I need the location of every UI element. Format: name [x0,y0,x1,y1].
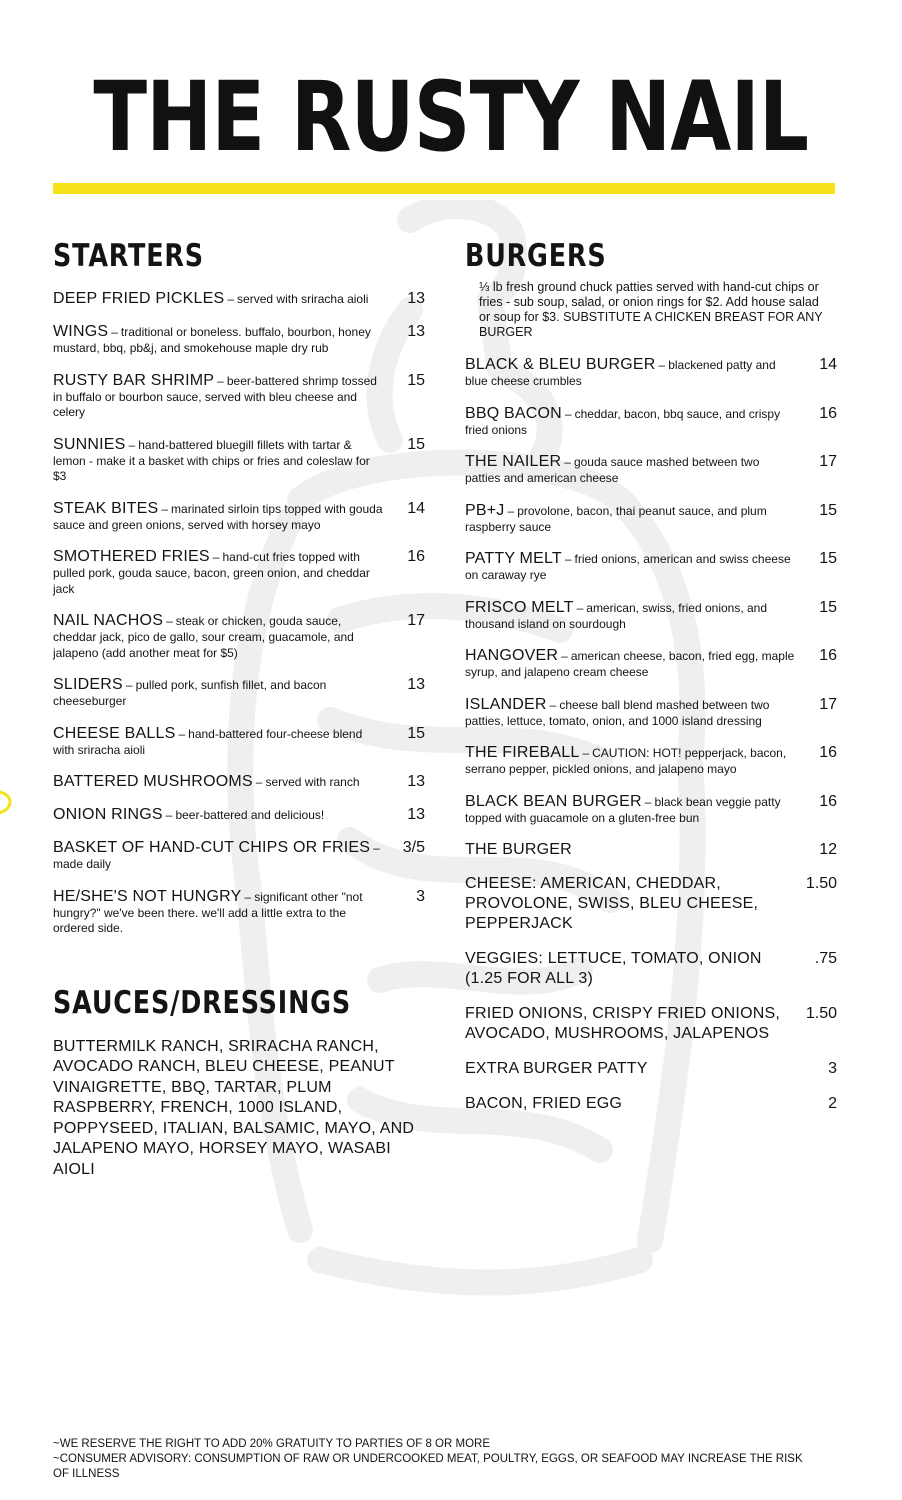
item-desc: cheddar, bacon, bbq sauce, and crispy fried onions [465,406,781,437]
addon-item [465,1094,837,1114]
item-desc: pulled pork, sunfish fillet, and bacon cheeseburger [53,678,327,708]
menu-item [53,372,425,421]
consumer-advisory: ~CONSUMER ADVISORY: CONSUMPTION OF RAW OR UNDERCOOKED MEAT, POULTRY, EGGS, OR SEAFOOD MAY INCREASE THE RISK OF ILLNESS [53,1453,803,1480]
item-dash: – [564,406,572,421]
addon-name: EXTRA BURGER PATTY [465,1060,648,1077]
item-price: 14 [407,499,425,517]
item-desc: blackened patty and blue cheese crumbles [465,358,776,388]
item-price: 15 [819,598,837,616]
right-column [465,238,837,1129]
item-desc: fried onions, american and swiss cheese on caraway rye [465,552,791,582]
item-name: BATTERED MUSHROOMS [53,773,253,790]
item-dash: – [178,726,186,741]
item-price: 16 [819,792,837,810]
menu-item [53,612,425,661]
item-name: SMOTHERED FRIES [53,548,210,565]
item-desc: provolone, bacon, thai peanut sauce, and plum raspberry sauce [465,503,767,534]
item-desc: american cheese, bacon, fried egg, maple syrup, and jalapeno cream cheese [465,649,795,679]
menu-item [53,548,425,597]
menu-item [53,436,425,485]
item-name: SLIDERS [53,676,123,693]
addon-item [465,949,837,989]
item-price: 16 [819,647,837,664]
item-name: STEAK BITES [53,499,159,517]
item-dash: – [644,794,652,809]
item-price: 17 [819,695,837,713]
item-desc: hand-battered four-cheese blend with sriracha aioli [53,726,363,757]
item-dash: – [165,808,173,822]
item-desc: american, swiss, fried onions, and thousand island on sourdough [465,600,768,631]
title-underline [53,183,835,194]
addon-price: .75 [814,950,837,967]
item-dash: – [217,373,224,388]
item-desc: beer-battered and delicious! [175,808,325,822]
item-dash: – [255,775,263,789]
item-name: THE BURGER [465,841,572,858]
addon-name: CHEESE: AMERICAN, CHEDDAR, PROVOLONE, SWISS, BLEU CHEESE, PEPPERJACK [465,875,759,932]
item-name: HE/SHE'S NOT HUNGRY [53,887,242,905]
edge-scribble-icon [0,786,26,816]
item-price: 13 [407,290,425,307]
item-desc: beer-battered shrimp tossed in buffalo or bourbon sauce, served with bleu cheese and celery [53,373,377,419]
menu-item [465,550,837,584]
starters-heading: STARTERS [53,238,204,274]
menu-item [53,500,425,534]
item-name: BLACK & BLEU BURGER [465,356,656,373]
menu-item [53,323,425,357]
burgers-heading: BURGERS [465,238,607,274]
item-dash: – [564,552,572,566]
menu-item [53,676,425,710]
item-desc: served with ranch [265,775,360,789]
item-desc: made daily [53,857,112,871]
addon-name: FRIED ONIONS, CRISPY FRIED ONIONS, AVOCADO, MUSHROOMS, JALAPENOS [465,1005,780,1042]
item-price: 14 [819,356,837,373]
menu-item [465,841,837,859]
menu-item [465,356,837,390]
item-name: ONION RINGS [53,806,163,823]
item-price: 13 [407,676,425,693]
item-price: 13 [407,806,425,823]
item-price: 17 [819,453,837,470]
item-desc: black bean veggie patty topped with guacamole on a gluten-free bun [465,794,781,825]
menu-item [465,793,837,827]
sauces-heading: SAUCES/DRESSINGS [53,984,351,1021]
item-desc: steak or chicken, gouda sauce, cheddar jack, pico de gallo, sour cream, guacamole, and jalapeno (add another meat for $5) [53,614,354,660]
restaurant-title: THE RUSTY NAIL [93,61,809,173]
item-price: 15 [819,550,837,567]
menu-item [465,405,837,439]
item-name: SUNNIES [53,435,126,453]
item-desc: CAUTION: HOT! pepperjack, bacon, serrano pepper, pickled onions, and jalapeno mayo [465,746,787,776]
menu-item [465,696,837,730]
item-desc: significant other "not hungry?" we've been there. we'll add a little extra to the ordered side. [53,889,363,935]
menu-item [465,502,837,536]
item-price: 15 [819,501,837,519]
item-price: 16 [819,744,837,761]
addon-item [465,1059,837,1079]
item-name: FRISCO MELT [465,598,574,616]
item-price: 15 [407,724,425,742]
item-dash: – [212,550,220,564]
item-name: DEEP FRIED PICKLES [53,290,225,307]
item-name: RUSTY BAR SHRIMP [53,371,215,389]
menu-item [53,725,425,759]
menu-item [53,773,425,791]
sauces-list: BUTTERMILK RANCH, SRIRACHA RANCH, AVOCADO RANCH, BLEU CHEESE, PEANUT VINAIGRETTE, BBQ, TARTAR, PLUM RASPBERRY, FRENCH, 1000 ISLAND, POPPYSEED, ITALIAN, BALSAMIC, MAYO, AND JALAPENO MAYO, HORSEY MAYO, WASABI AIOLI [53,1037,415,1178]
item-name: PB+J [465,501,505,519]
menu-item [465,744,837,778]
menu-item [465,453,837,487]
item-desc: gouda sauce mashed between two patties and american cheese [465,455,760,485]
item-price: 16 [819,404,837,422]
item-price: 16 [407,548,425,565]
item-name: PATTY MELT [465,550,562,567]
item-desc: cheese ball blend mashed between two patties, lettuce, tomato, onion, and 1000 island dressing [465,697,770,728]
item-desc: hand-cut fries topped with pulled pork, gouda sauce, bacon, green onion, and cheddar jack [53,550,370,596]
burgers-intro: ⅓ lb fresh ground chuck patties served with hand-cut chips or fries - sub soup, salad, or onion rings for $2. Add house salad or soup for $3. SUBSTITUTE A CHICKEN BREAST FOR ANY BURGER [479,280,823,339]
item-dash: – [227,292,235,306]
item-dash: – [658,358,666,372]
item-price: 15 [407,435,425,453]
menu-item [53,839,425,873]
item-price: 13 [407,773,425,790]
item-name: WINGS [53,323,109,340]
item-name: BLACK BEAN BURGER [465,792,642,810]
addon-price: 3 [828,1060,837,1077]
item-dash: – [161,501,169,516]
gratuity-note: ~WE RESERVE THE RIGHT TO ADD 20% GRATUITY TO PARTIES OF 8 OR MORE [53,1438,490,1450]
item-desc: hand-battered bluegill fillets with tartar & lemon - make it a basket with chips or fries and coleslaw for $3 [53,437,370,483]
item-dash: – [549,697,557,712]
item-price: 13 [407,323,425,340]
menu-item [53,290,425,308]
item-dash: – [561,649,568,663]
item-price: 12 [819,841,837,858]
item-name: HANGOVER [465,647,559,664]
item-price: 17 [407,612,425,629]
item-price: 15 [407,371,425,389]
item-desc: served with sriracha aioli [237,292,369,306]
item-desc: marinated sirloin tips topped with gouda sauce and green onions, served with horsey mayo [53,501,383,532]
item-price: 3 [416,887,425,905]
item-desc: traditional or boneless. buffalo, bourbon, honey mustard, bbq, pb&j, and smokehouse maple dry rub [53,325,371,355]
item-dash: – [507,503,515,518]
item-name: ISLANDER [465,695,547,713]
item-dash: – [166,614,173,628]
item-price: 3/5 [402,839,425,856]
item-name: BBQ BACON [465,404,562,422]
menu-item [465,647,837,681]
item-dash: – [564,455,571,469]
item-dash: – [244,889,252,904]
item-dash: – [582,746,590,760]
addon-item [465,1004,837,1044]
addon-price: 1.50 [805,1005,837,1022]
item-dash: – [373,841,380,855]
addon-item [465,874,837,934]
menu-item [53,888,425,937]
item-dash: – [125,678,133,692]
addon-price: 2 [828,1095,837,1112]
item-name: THE FIREBALL [465,744,580,761]
item-name: CHEESE BALLS [53,724,176,742]
item-name: NAIL NACHOS [53,612,164,629]
addon-price: 1.50 [805,875,837,892]
left-column [53,238,425,1180]
menu-item [53,806,425,824]
item-name: BASKET OF HAND-CUT CHIPS OR FRIES [53,839,371,856]
addon-name: BACON, FRIED EGG [465,1095,622,1112]
item-dash: – [128,437,136,452]
item-name: THE NAILER [465,453,562,470]
item-dash: – [111,325,118,339]
item-dash: – [576,600,584,615]
footer-notes [53,1437,813,1482]
menu-item [465,599,837,633]
addon-name: VEGGIES: LETTUCE, TOMATO, ONION (1.25 FOR ALL 3) [465,950,762,987]
